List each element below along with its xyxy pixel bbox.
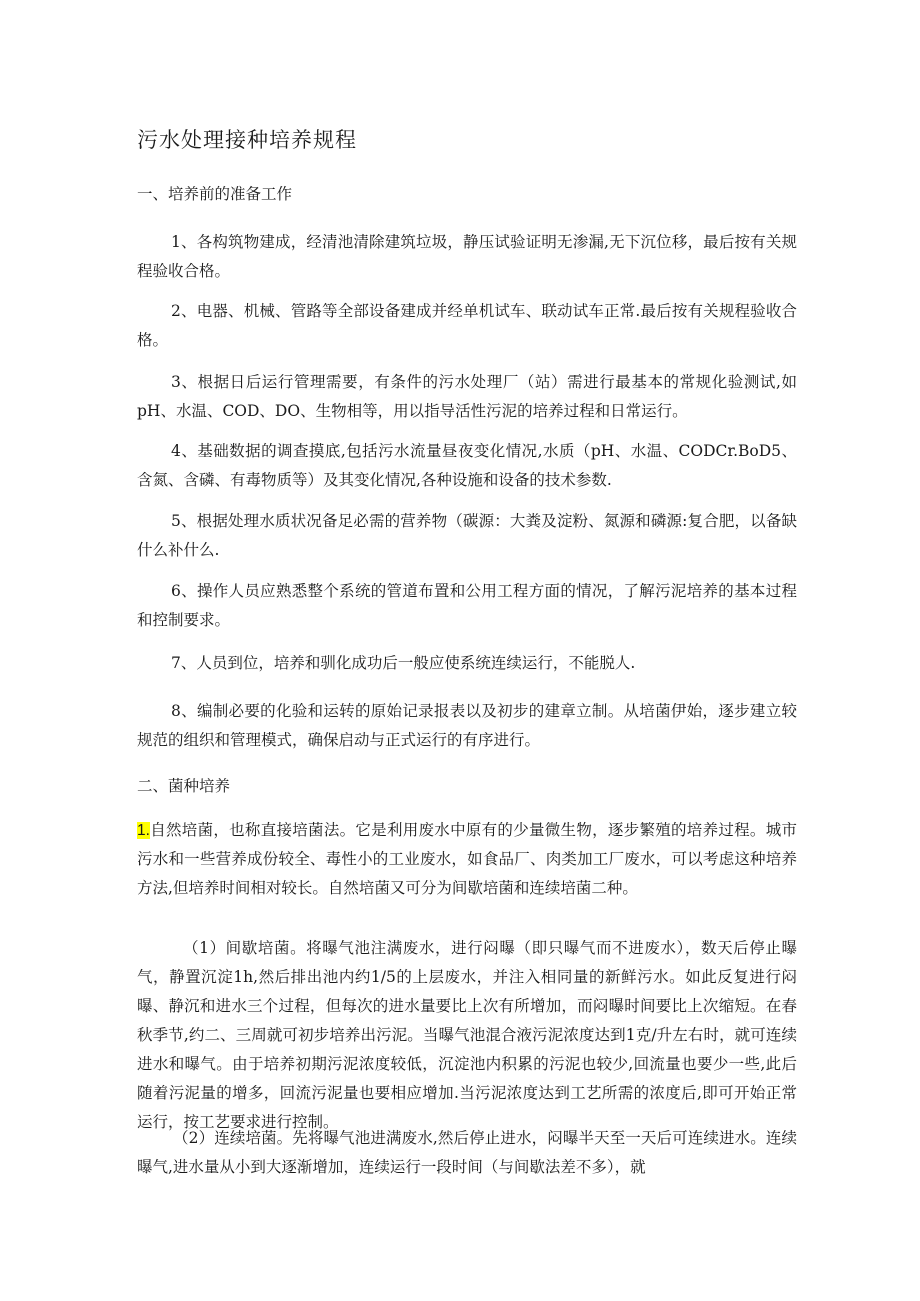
paragraph-prep-3: 3、根据日后运行管理需要，有条件的污水处理厂（站）需进行最基本的常规化验测试,如pH、水温、COD、DO、生物相等，用以指导活性污泥的培养过程和日常运行。: [137, 373, 797, 420]
paragraph-prep-8: 8、编制必要的化验和运转的原始记录报表以及初步的建章立制。从培菌伊始，逐步建立较规范的组织和管理模式，确保启动与正式运行的有序进行。: [137, 702, 797, 749]
paragraph-prep-1: 1、各构筑物建成，经清池清除建筑垃圾，静压试验证明无渗漏,无下沉位移，最后按有关规程验收合格。: [137, 233, 797, 280]
section-heading-preparation: 一、培养前的准备工作: [137, 185, 293, 203]
paragraph-continuous-culture: （2）连续培菌。先将曝气池进满废水,然后停止进水，闷曝半天至一天后可连续进水。连续曝气,进水量从小到大逐渐增加，连续运行一段时间（与间歇法差不多），就: [137, 1129, 797, 1176]
paragraph-prep-7: 7、人员到位，培养和驯化成功后一般应使系统连续运行，不能脱人.: [171, 654, 636, 672]
paragraph-prep-4: 4、基础数据的调查摸底,包括污水流量昼夜变化情况,水质（pH、水温、CODCr.BoD5、含氮、含磷、有毒物质等）及其变化情况,各种设施和设备的技术参数.: [137, 442, 797, 489]
highlighted-item-number: 1.: [137, 822, 150, 839]
paragraph-prep-5: 5、根据处理水质状况备足必需的营养物（碳源：大粪及淀粉、氮源和磷源:复合肥，以备缺什么补什么.: [137, 512, 797, 559]
section-heading-culture: 二、菌种培养: [137, 777, 231, 795]
paragraph-prep-2: 2、电器、机械、管路等全部设备建成并经单机试车、联动试车正常.最后按有关规程验收合格。: [137, 302, 797, 349]
document-title: 污水处理接种培养规程: [137, 128, 357, 152]
natural-culture-text: 自然培菌，也称直接培菌法。它是利用废水中原有的少量微生物，逐步繁殖的培养过程。城市污水和一些营养成份较全、毒性小的工业废水，如食品厂、肉类加工厂废水，可以考虑这种培养方法,但培养时间相对较长。自然培菌又可分为间歇培菌和连续培菌二种。: [137, 821, 797, 897]
paragraph-prep-6: 6、操作人员应熟悉整个系统的管道布置和公用工程方面的情况，了解污泥培养的基本过程和控制要求。: [137, 582, 797, 629]
paragraph-intermittent-culture: （1）间歇培菌。将曝气池注满废水，进行闷曝（即只曝气而不进废水），数天后停止曝气，静置沉淀1h,然后排出池内约1/5的上层废水，并注入相同量的新鲜污水。如此反复进行闷曝、静沉和进水三个过程，但每次的进水量要比上次有所增加，而闷曝时间要比上次缩短。在春秋季节,约二、三周就可初步培养出污泥。当曝气池混合液污泥浓度达到1克/升左右时，就可连续进水和曝气。由于培养初期污泥浓度较低，沉淀池内积累的污泥也较少,回流量也要少一些,此后随着污泥量的增多，回流污泥量也要相应增加.当污泥浓度达到工艺所需的浓度后,即可开始正常运行，按工艺要求进行控制。: [137, 939, 797, 1131]
paragraph-natural-culture: [137, 816, 797, 903]
